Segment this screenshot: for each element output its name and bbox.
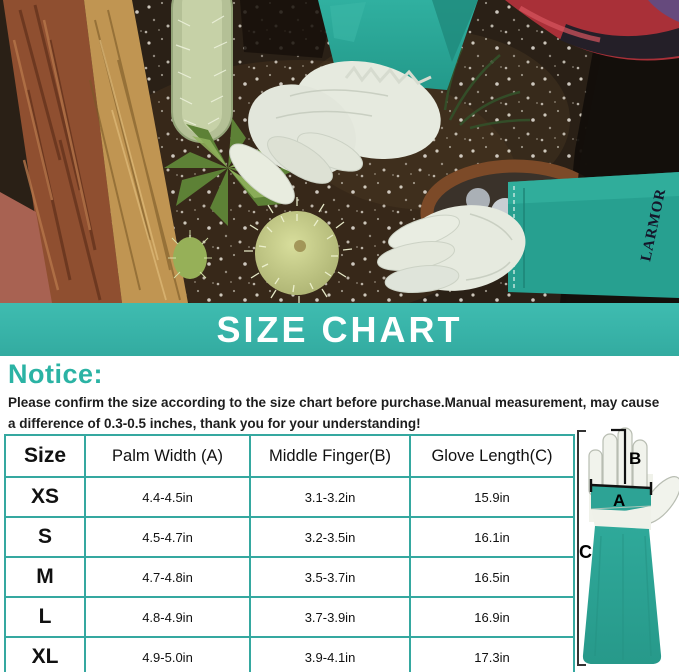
size-cell: M xyxy=(5,557,85,597)
glove-length-cell: 16.9in xyxy=(410,597,574,637)
notice-heading: Notice: xyxy=(8,359,104,389)
header-middle-finger: Middle Finger(B) xyxy=(250,435,410,477)
header-glove-length: Glove Length(C) xyxy=(410,435,574,477)
size-cell: L xyxy=(5,597,85,637)
table-row-m xyxy=(5,557,574,597)
size-cell: S xyxy=(5,517,85,557)
table-header-row xyxy=(5,435,574,477)
size-chart-banner xyxy=(0,303,679,356)
label-c: C xyxy=(579,542,592,562)
table-row-xs xyxy=(5,477,574,517)
notice-line-2: a difference of 0.3-0.5 inches, thank you for your understanding! xyxy=(8,415,421,431)
table-row-xl xyxy=(5,637,574,672)
header-palm-width: Palm Width (A) xyxy=(85,435,250,477)
palm-width-cell: 4.8-4.9in xyxy=(85,597,250,637)
notice-body xyxy=(8,393,671,435)
palm-width-cell: 4.4-4.5in xyxy=(85,477,250,517)
middle-finger-cell: 3.7-3.9in xyxy=(250,597,410,637)
tall-cactus xyxy=(172,0,232,142)
brand-text: LARMOR xyxy=(638,186,670,263)
table-row-l xyxy=(5,597,574,637)
middle-finger-cell: 3.5-3.7in xyxy=(250,557,410,597)
photo-illustration xyxy=(0,0,679,303)
size-chart-title: SIZE CHART xyxy=(216,308,463,350)
label-b: B xyxy=(629,449,642,468)
size-cell: XS xyxy=(5,477,85,517)
notice-line-1: Please confirm the size according to the size chart before purchase.Manual measurement, may cause xyxy=(8,395,660,410)
palm-width-cell: 4.5-4.7in xyxy=(85,517,250,557)
table-row-s xyxy=(5,517,574,557)
glove-length-cell: 16.1in xyxy=(410,517,574,557)
glove-measurement-diagram xyxy=(575,424,679,670)
notice-section xyxy=(8,359,671,435)
size-cell: XL xyxy=(5,637,85,672)
glove-length-cell: 17.3in xyxy=(410,637,574,672)
label-a: A xyxy=(613,491,626,510)
size-table xyxy=(4,434,575,672)
header-size: Size xyxy=(5,435,85,477)
middle-finger-cell: 3.9-4.1in xyxy=(250,637,410,672)
glove-length-cell: 15.9in xyxy=(410,477,574,517)
middle-finger-cell: 3.2-3.5in xyxy=(250,517,410,557)
palm-width-cell: 4.9-5.0in xyxy=(85,637,250,672)
glove-length-cell: 16.5in xyxy=(410,557,574,597)
middle-finger-cell: 3.1-3.2in xyxy=(250,477,410,517)
palm-width-cell: 4.7-4.8in xyxy=(85,557,250,597)
